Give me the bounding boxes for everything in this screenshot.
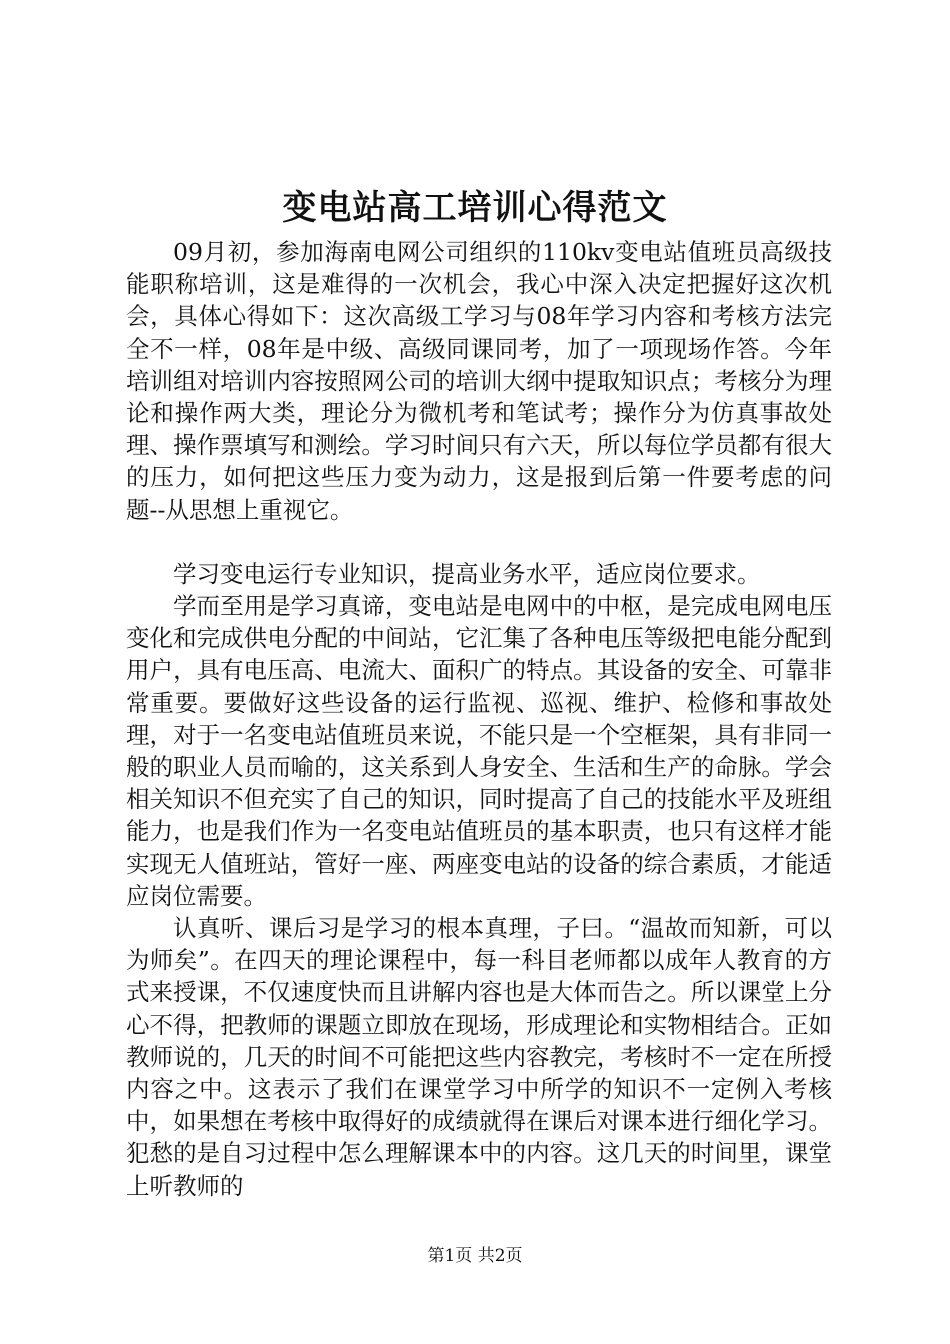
document-body bbox=[126, 236, 832, 1202]
page-footer: 第1页 共2页 bbox=[427, 1246, 523, 1266]
paragraph-study: 认真听、课后习是学习的根本真理，子曰。“温故而知新，可以为师矣”。在四天的理论课程中，每一科目老师都以成年人教育的方式来授课，不仅速度快而且讲解内容也是大体而告之。所以课堂上分心不得，把教师的课题立即放在现场，形成理论和实物相结合。正如教师说的，几天的时间不可能把这些内容教完，考核时不一定在所授内容之中。这表示了我们在课堂学习中所学的知识不一定例入考核中，如果想在考核中取得好的成绩就得在课后对课本进行细化学习。犯愁的是自习过程中怎么理解课本中的内容。这几天的时间里，课堂上听教师的 bbox=[126, 914, 832, 1200]
document-title: 变电站高工培训心得范文 bbox=[282, 188, 668, 228]
paragraph-heading: 学习变电运行专业知识，提高业务水平，适应岗位要求。 bbox=[173, 559, 761, 588]
paragraph-substation: 学而至用是学习真谛，变电站是电网中的中枢，是完成电网电压变化和完成供电分配的中间站，它汇集了各种电压等级把电能分配到用户，具有电压高、电流大、面积广的特点。其设备的安全、可靠非常重要。要做好这些设备的运行监视、巡视、维护、检修和事故处理，对于一名变电站值班员来说，不能只是一个空框架，具有非同一般的职业人员而喻的，这关系到人身安全、生活和生产的命脉。学会相关知识不但充实了自己的知识，同时提高了自己的技能水平及班组能力，也是我们作为一名变电站值班员的基本职责，也只有这样才能实现无人值班站，管好一座、两座变电站的设备的综合素质，才能适应岗位需要。 bbox=[126, 592, 832, 910]
paragraph-intro: 09月初，参加海南电网公司组织的110kv变电站值班员高级技能职称培训，这是难得的一次机会，我心中深入决定把握好这次机会，具体心得如下：这次高级工学习与08年学习内容和考核方法完全不一样，08年是中级、高级同课同考，加了一项现场作答。今年培训组对培训内容按照网公司的培训大纲中提取知识点；考核分为理论和操作两大类，理论分为微机考和笔试考；操作分为仿真事故处理、操作票填写和测绘。学习时间只有六天，所以每位学员都有很大的压力，如何把这些压力变为动力，这是报到后第一件要考虑的问题--从思想上重视它。 bbox=[126, 238, 832, 524]
